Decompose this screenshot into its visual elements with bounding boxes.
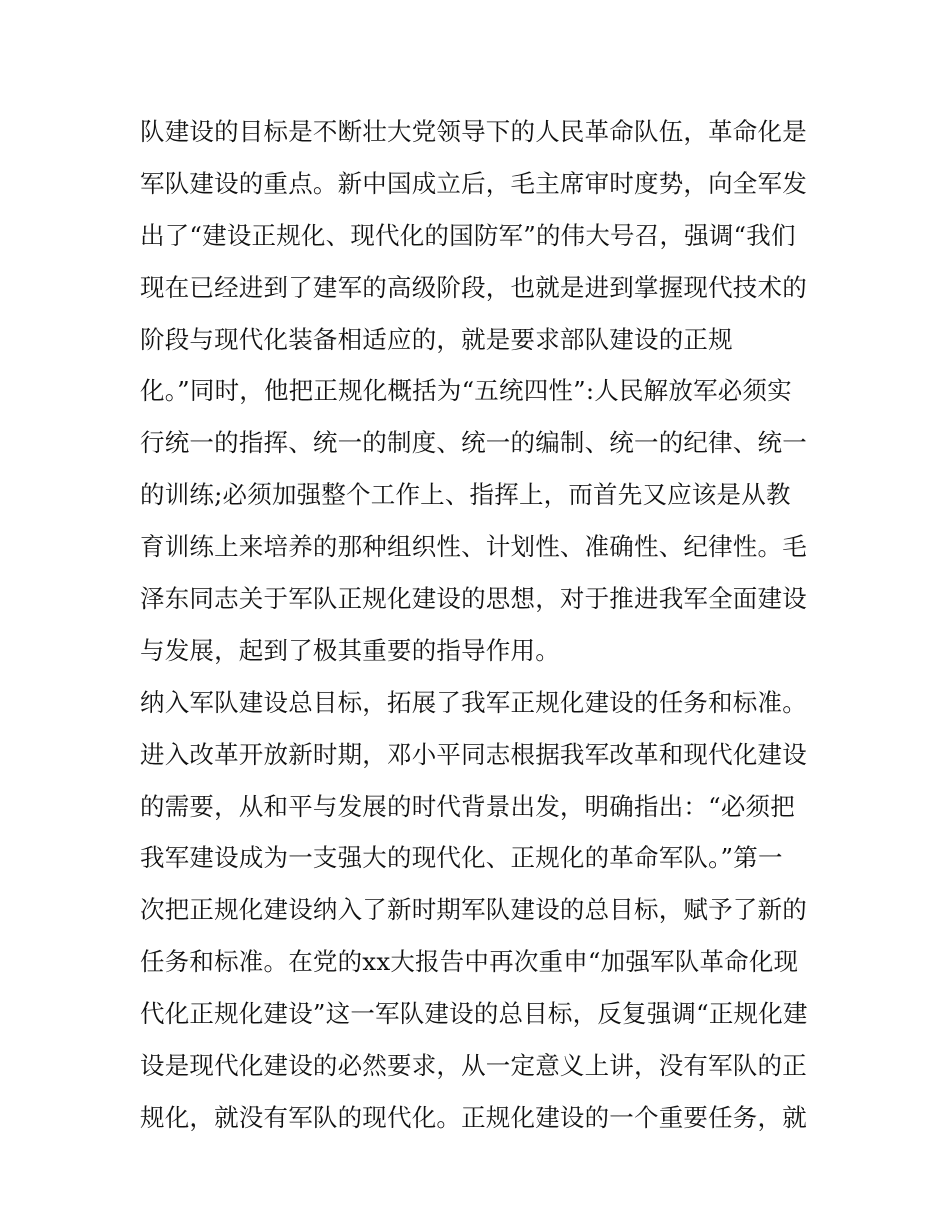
text-line: 规化，就没有军队的现代化。正规化建设的一个重要任务，就 (140, 1102, 807, 1132)
text-line: 队建设的目标是不断壮大党领导下的人民革命队伍，革命化是 (140, 117, 807, 146)
text-line: 的需要，从和平与发展的时代背景出发，明确指出：“必须把 (140, 791, 795, 821)
text-line: 任务和标准。在党的xx大报告中再次重申“加强军队革命化现 (140, 947, 799, 977)
text-line: 我军建设成为一支强大的现代化、正规化的革命军队。”第一 (140, 843, 783, 873)
text-line: 行统一的指挥、统一的制度、统一的编制、统一的纪律、统一 (140, 428, 807, 458)
text-line: 代化正规化建设”这一军队建设的总目标，反复强调“正规化建 (140, 999, 808, 1029)
text-line: 育训练上来培养的那种组织性、计划性、准确性、纪律性。毛 (140, 532, 807, 562)
body-text (140, 106, 820, 1144)
text-line: 的训练;必须加强整个工作上、指挥上，而首先又应该是从教 (140, 480, 791, 510)
text-line: 纳入军队建设总目标，拓展了我军正规化建设的任务和标准。 (140, 687, 807, 717)
text-line: 化。”同时，他把正规化概括为“五统四性”:人民解放军必须实 (140, 376, 792, 406)
text-line: 设是现代化建设的必然要求，从一定意义上讲，没有军队的正 (140, 1051, 807, 1081)
text-line: 次把正规化建设纳入了新时期军队建设的总目标，赋予了新的 (140, 895, 807, 925)
text-line: 军队建设的重点。新中国成立后，毛主席审时度势，向全军发 (140, 168, 807, 198)
text-line: 与发展，起到了极其重要的指导作用。 (140, 635, 560, 665)
text-line: 出了“建设正规化、现代化的国防军”的伟大号召，强调“我们 (140, 220, 796, 250)
text-line: 泽东同志关于军队正规化建设的思想，对于推进我军全面建设 (140, 584, 807, 614)
text-line: 进入改革开放新时期，邓小平同志根据我军改革和现代化建设 (140, 739, 807, 769)
text-line: 阶段与现代化装备相适应的，就是要求部队建设的正规 (140, 324, 733, 354)
text-line: 现在已经进到了建军的高级阶段，也就是进到掌握现代技术的 (140, 272, 807, 302)
